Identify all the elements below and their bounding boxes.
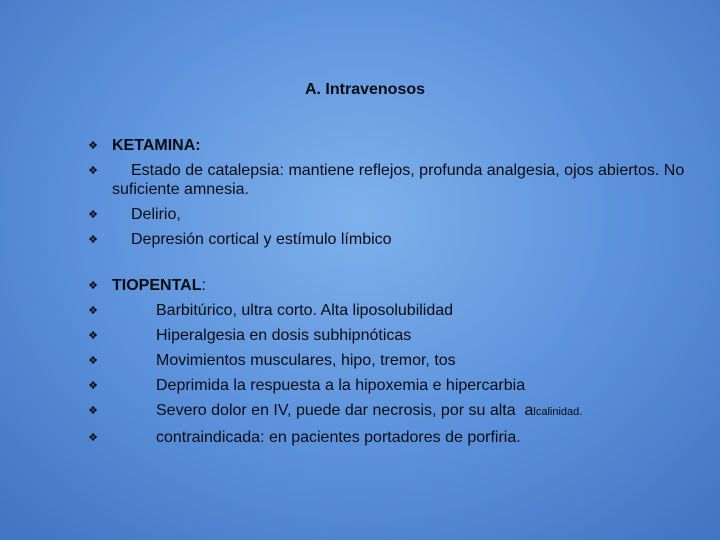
list-item bbox=[86, 136, 686, 155]
list-item bbox=[86, 376, 686, 395]
tiopental-dolor-tail: lcalinidad. bbox=[533, 406, 583, 418]
ketamina-heading: KETAMINA: bbox=[112, 137, 201, 154]
list-item bbox=[86, 230, 686, 249]
list-item bbox=[86, 401, 686, 422]
list-item bbox=[86, 351, 686, 370]
tiopental-item: Deprimida la respuesta a la hipoxemia e hipercarbia bbox=[156, 377, 526, 394]
list-item bbox=[86, 301, 686, 320]
diamond-bullet-icon: ❖ bbox=[88, 164, 98, 177]
ketamina-item: Delirio, bbox=[131, 206, 181, 223]
diamond-bullet-icon: ❖ bbox=[88, 279, 98, 292]
diamond-bullet-icon: ❖ bbox=[88, 354, 98, 367]
ketamina-item: Depresión cortical y estímulo límbico bbox=[131, 231, 392, 248]
tiopental-heading-colon: : bbox=[201, 277, 206, 294]
tiopental-item: Movimientos musculares, hipo, tremor, tos bbox=[156, 352, 456, 369]
diamond-bullet-icon: ❖ bbox=[88, 208, 98, 221]
diamond-bullet-icon: ❖ bbox=[88, 431, 98, 444]
tiopental-list bbox=[86, 276, 686, 447]
tiopental-item: Hiperalgesia en dosis subhipnóticas bbox=[156, 327, 412, 344]
slide-title: A. Intravenosos bbox=[304, 81, 426, 98]
list-item bbox=[86, 326, 686, 345]
ketamina-item: Estado de catalepsia: mantiene reflejos, profunda analgesia, ojos abiertos. No suficiente amnesia. bbox=[112, 162, 685, 198]
ketamina-list bbox=[86, 136, 686, 249]
list-item bbox=[86, 205, 686, 224]
tiopental-heading: TIOPENTAL bbox=[112, 277, 202, 294]
diamond-bullet-icon: ❖ bbox=[88, 139, 98, 152]
list-item bbox=[86, 161, 686, 199]
diamond-bullet-icon: ❖ bbox=[88, 304, 98, 317]
tiopental-dolor-text: Severo dolor en IV, puede dar necrosis, por su alta a bbox=[156, 402, 534, 419]
diamond-bullet-icon: ❖ bbox=[88, 379, 98, 392]
tiopental-item: contraindicada: en pacientes portadores de porfiria. bbox=[156, 429, 521, 446]
list-item bbox=[86, 276, 686, 295]
list-item bbox=[86, 428, 686, 447]
diamond-bullet-icon: ❖ bbox=[88, 404, 98, 417]
tiopental-item: Barbitúrico, ultra corto. Alta liposolubilidad bbox=[156, 302, 454, 319]
diamond-bullet-icon: ❖ bbox=[88, 329, 98, 342]
diamond-bullet-icon: ❖ bbox=[88, 233, 98, 246]
